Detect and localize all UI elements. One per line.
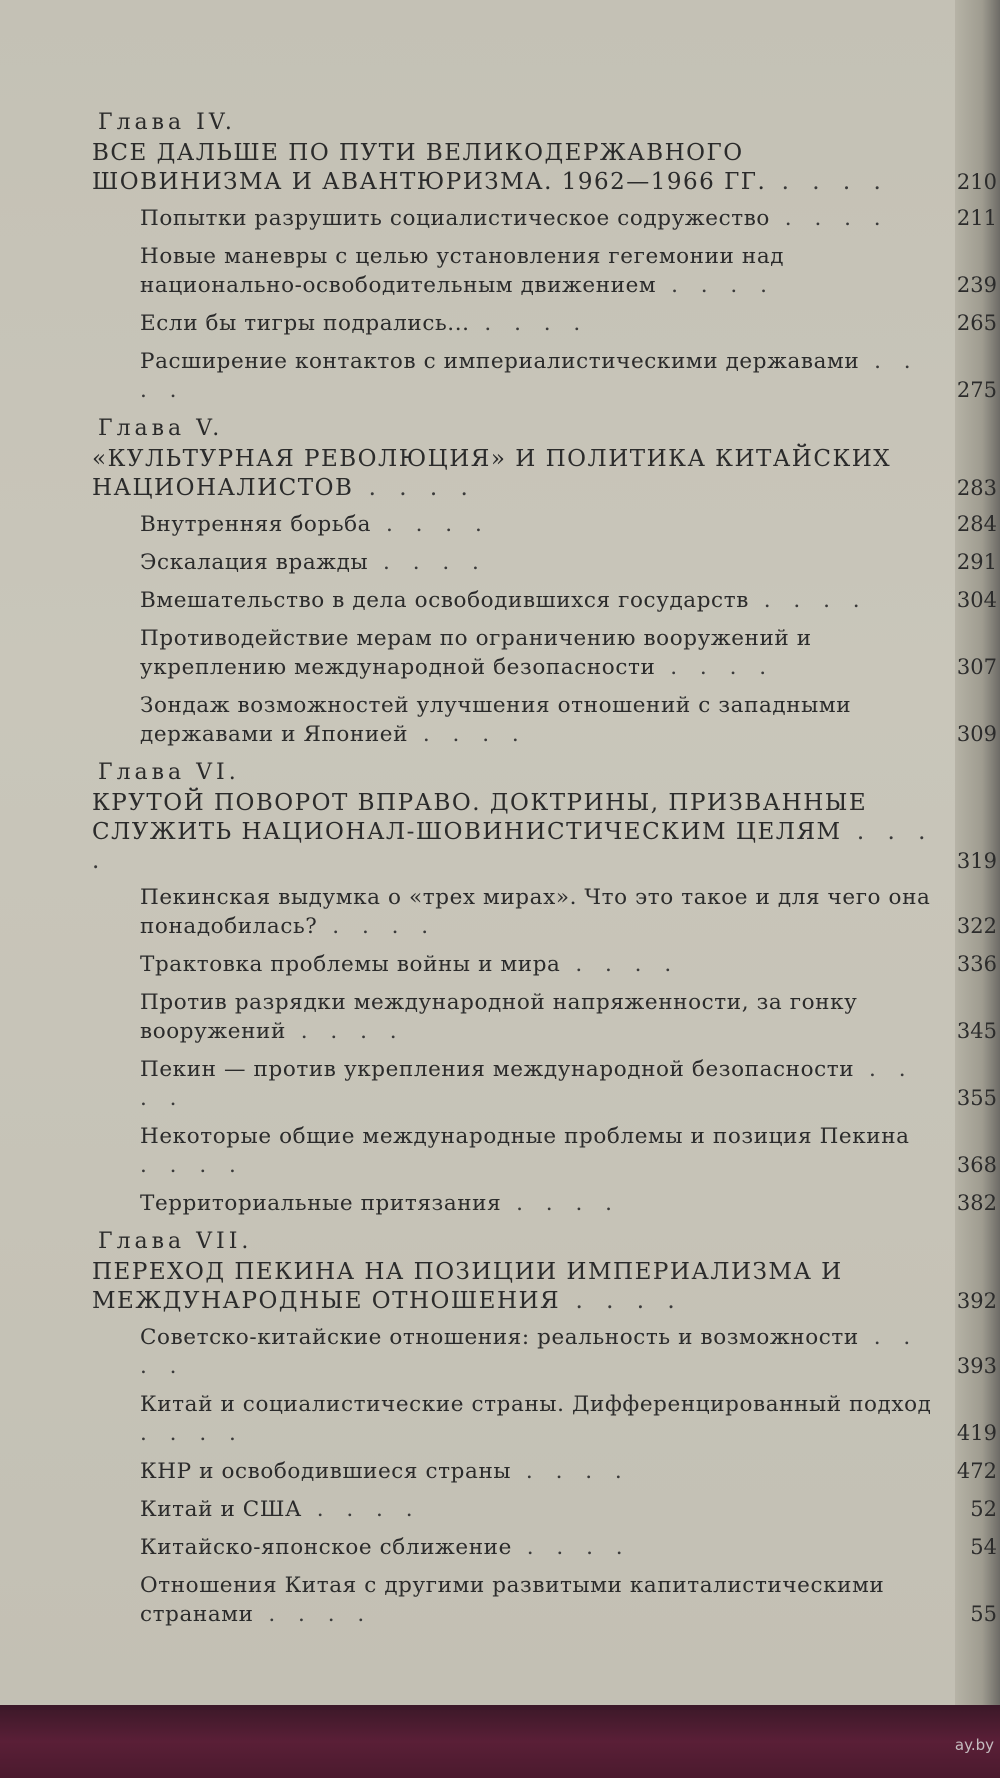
section-page-number: 336 [956, 952, 997, 976]
section-title: Расширение контактов с империалистическими державами . . . . [140, 349, 919, 403]
section-title: КНР и освободившиеся страны . . . . [140, 1459, 630, 1484]
section-page-number: 54 [970, 1535, 997, 1559]
chapter-heading [92, 445, 997, 503]
section-page-number: 291 [956, 550, 997, 574]
section-entry [92, 1533, 997, 1562]
section-entry [92, 1323, 997, 1381]
section-entry [92, 1457, 997, 1486]
section-entry [92, 624, 997, 682]
leader-dots: . . . . [301, 1497, 421, 1522]
section-title: Пекин — против укрепления международной безопасности . . . . [140, 1057, 914, 1111]
chapter-page-number: 283 [956, 476, 997, 500]
leader-dots: . . . . [140, 1153, 244, 1178]
section-entry [92, 347, 997, 405]
leader-dots: . . . . [511, 1459, 630, 1484]
leader-dots: . . . . [748, 588, 868, 613]
section-title: Пекинская выдумка о «трех мирах». Что это такое и для чего она понадобилась? . . . . [140, 885, 931, 939]
section-title: Противодействие мерам по ограничению вооружений и укреплению международной безопасности . . . . [140, 626, 812, 680]
section-entry [92, 950, 997, 979]
leader-dots: . . . . [353, 475, 476, 501]
leader-dots: . . . . [560, 1288, 683, 1314]
section-title: Вмешательство в дела освободившихся государств . . . . [140, 588, 868, 613]
chapter-title: ПЕРЕХОД ПЕКИНА НА ПОЗИЦИИ ИМПЕРИАЛИЗМА И МЕЖДУНАРОДНЫЕ ОТНОШЕНИЯ . . . . [92, 1259, 843, 1314]
section-title: Отношения Китая с другими развитыми капиталистическими странами . . . . [140, 1573, 885, 1627]
chapter-label: Глава VI. [98, 760, 240, 785]
section-page-number: 393 [956, 1354, 997, 1378]
leader-dots: . . . . [285, 1019, 405, 1044]
section-entry [92, 548, 997, 577]
section-page-number: 322 [956, 914, 997, 938]
section-page-number: 472 [956, 1459, 997, 1483]
section-page-number: 275 [956, 378, 997, 402]
section-page-number: 307 [956, 655, 997, 679]
section-title: Против разрядки международной напряженности, за гонку вооружений . . . . [140, 990, 858, 1044]
section-title: Китай и социалистические страны. Дифференцированный подход . . . . [140, 1392, 932, 1446]
section-title: Если бы тигры подрались... . . . . [140, 311, 589, 336]
leader-dots: . . . . [469, 311, 589, 336]
chapter-label: Глава V. [98, 416, 224, 441]
section-title: Китайско-японское сближение . . . . [140, 1535, 631, 1560]
leader-dots: . . . . [501, 1191, 620, 1216]
section-entry [92, 883, 997, 941]
section-title: Советско-китайские отношения: реальность и возможности . . . . [140, 1325, 919, 1379]
section-entry [92, 1390, 997, 1448]
section-entry [92, 988, 997, 1046]
leader-dots: . . . . [656, 273, 775, 298]
section-page-number: 55 [970, 1602, 997, 1626]
leader-dots: . . . . [140, 1325, 919, 1379]
section-page-number: 345 [956, 1019, 997, 1043]
section-page-number: 419 [956, 1421, 997, 1445]
section-entry [92, 510, 997, 539]
section-title: Эскалация вражды . . . . [140, 550, 487, 575]
chapter-title: КРУТОЙ ПОВОРОТ ВПРАВО. ДОКТРИНЫ, ПРИЗВАННЫЕ СЛУЖИТЬ НАЦИОНАЛ-ШОВИНИСТИЧЕСКИМ ЦЕЛЯМ . . . . [92, 790, 934, 874]
leader-dots: . . . . [140, 349, 919, 403]
leader-dots: . . . . [140, 1057, 914, 1111]
section-page-number: 304 [956, 588, 997, 612]
leader-dots: . . . . [766, 169, 889, 195]
section-entry [92, 242, 997, 300]
chapter-page-number: 210 [956, 170, 997, 194]
section-entry [92, 1189, 997, 1218]
leader-dots: . . . . [371, 512, 490, 537]
leader-dots: . . . . [511, 1535, 631, 1560]
section-entry [92, 691, 997, 749]
chapter-page-number: 392 [956, 1289, 997, 1313]
table-of-contents [92, 108, 997, 1638]
section-page-number: 309 [956, 722, 997, 746]
section-entry [92, 204, 997, 233]
section-entry [92, 1571, 997, 1629]
chapter-label: Глава IV. [98, 110, 236, 135]
section-page-number: 284 [956, 512, 997, 536]
chapter [92, 758, 997, 1218]
section-entry [92, 586, 997, 615]
section-page-number: 368 [956, 1153, 997, 1177]
leader-dots: . . . . [368, 550, 487, 575]
leader-dots: . . . . [92, 819, 934, 874]
section-title: Зондаж возможностей улучшения отношений с западными державами и Японией . . . . [140, 693, 852, 747]
chapter-heading [92, 789, 997, 876]
section-title: Китай и США . . . . [140, 1497, 421, 1522]
section-title: Некоторые общие международные проблемы и позиция Пекина . . . . [140, 1124, 910, 1178]
chapter [92, 1227, 997, 1629]
background-cloth [0, 1705, 1000, 1778]
leader-dots: . . . . [655, 655, 775, 680]
section-page-number: 355 [956, 1086, 997, 1110]
chapter [92, 108, 997, 405]
section-entry [92, 1055, 997, 1113]
leader-dots: . . . . [560, 952, 680, 977]
section-page-number: 265 [956, 311, 997, 335]
chapter [92, 414, 997, 749]
section-page-number: 239 [956, 273, 997, 297]
leader-dots: . . . . [769, 206, 889, 231]
section-entry [92, 1495, 997, 1524]
leader-dots: . . . . [317, 914, 437, 939]
leader-dots: . . . . [408, 722, 527, 747]
section-title: Трактовка проблемы войны и мира . . . . [140, 952, 680, 977]
section-title: Попытки разрушить социалистическое содружество . . . . [140, 206, 889, 231]
chapter-heading [92, 139, 997, 197]
section-entry [92, 309, 997, 338]
chapter-label: Глава VII. [98, 1229, 253, 1254]
section-entry [92, 1122, 997, 1180]
chapter-title: «КУЛЬТУРНАЯ РЕВОЛЮЦИЯ» И ПОЛИТИКА КИТАЙСКИХ НАЦИОНАЛИСТОВ . . . . [92, 446, 892, 501]
section-title: Территориальные притязания . . . . [140, 1191, 620, 1216]
section-title: Новые маневры с целью установления гегемонии над национально-освободительным движением . . . . [140, 244, 785, 298]
leader-dots: . . . . [253, 1602, 373, 1627]
chapter-heading [92, 1258, 997, 1316]
leader-dots: . . . . [140, 1421, 244, 1446]
section-title: Внутренняя борьба . . . . [140, 512, 490, 537]
chapter-title: ВСЕ ДАЛЬШЕ ПО ПУТИ ВЕЛИКОДЕРЖАВНОГО ШОВИНИЗМА И АВАНТЮРИЗМА. 1962—1966 ГГ. . . . . [92, 140, 889, 195]
chapter-page-number: 319 [956, 849, 997, 873]
section-page-number: 382 [956, 1191, 997, 1215]
watermark: ay.by [954, 1736, 994, 1754]
section-page-number: 211 [956, 206, 997, 230]
section-page-number: 52 [970, 1497, 997, 1521]
